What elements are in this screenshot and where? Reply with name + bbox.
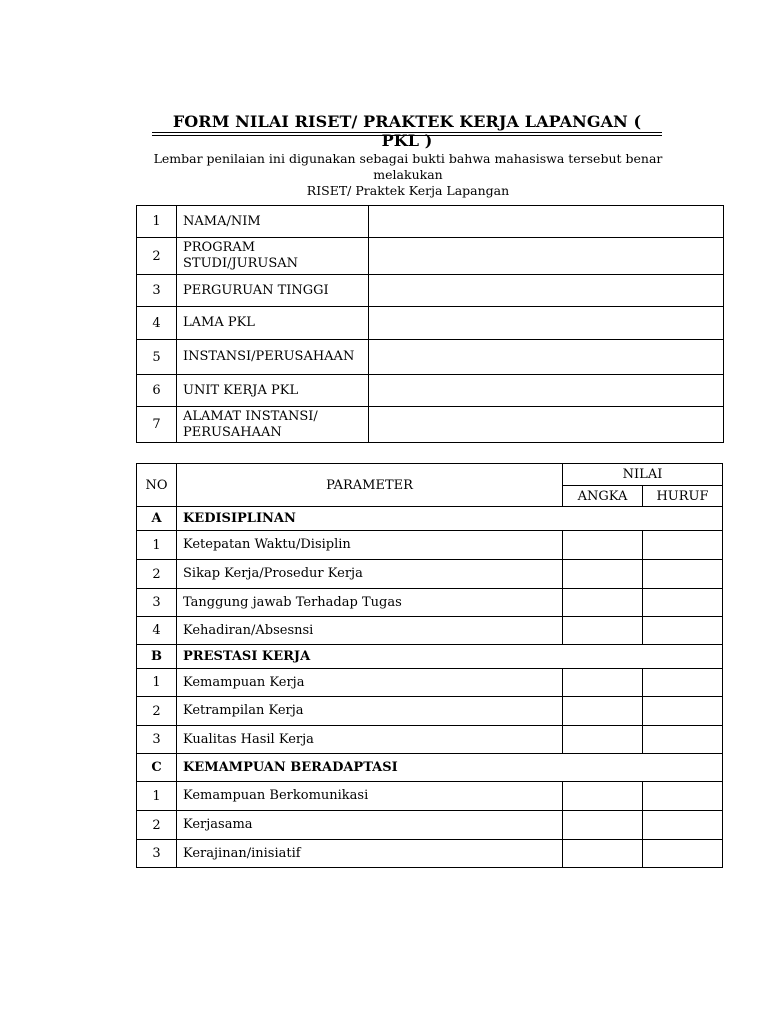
parameter-label: Kehadiran/Absesnsi [177, 617, 563, 645]
angka-score-field[interactable] [563, 811, 643, 840]
row-number: 3 [137, 589, 177, 617]
identity-row [137, 340, 724, 375]
identity-row [137, 307, 724, 340]
identity-label: INSTANSI/PERUSAHAAN [177, 340, 369, 375]
angka-score-field[interactable] [563, 782, 643, 811]
row-number: 5 [137, 340, 177, 375]
row-number: 7 [137, 407, 177, 443]
huruf-score-field[interactable] [643, 589, 723, 617]
header-no: NO [137, 464, 177, 507]
identity-value-field[interactable] [369, 275, 724, 307]
identity-table [136, 205, 724, 443]
section-code: C [137, 754, 177, 782]
parameter-label: Kerjasama [177, 811, 563, 840]
form-title: FORM NILAI RISET/ PRAKTEK KERJA LAPANGAN ( PKL ) [172, 112, 642, 150]
section-code: B [137, 645, 177, 669]
huruf-score-field[interactable] [643, 669, 723, 697]
identity-value-field[interactable] [369, 206, 724, 238]
huruf-score-field[interactable] [643, 617, 723, 645]
huruf-score-field[interactable] [643, 560, 723, 589]
table-row [137, 840, 723, 868]
parameter-label: Kerajinan/inisiatif [177, 840, 563, 868]
table-row [137, 589, 723, 617]
title-underline-double [152, 135, 662, 136]
row-number: 3 [137, 275, 177, 307]
identity-row [137, 238, 724, 275]
identity-label: PERGURUAN TINGGI [177, 275, 369, 307]
identity-value-field[interactable] [369, 238, 724, 275]
section-title: KEMAMPUAN BERADAPTASI [177, 754, 723, 782]
row-number: 1 [137, 669, 177, 697]
parameter-label: Kemampuan Berkomunikasi [177, 782, 563, 811]
angka-score-field[interactable] [563, 531, 643, 560]
parameter-label: Tanggung jawab Terhadap Tugas [177, 589, 563, 617]
parameter-label: Sikap Kerja/Prosedur Kerja [177, 560, 563, 589]
table-row [137, 697, 723, 726]
table-row [137, 531, 723, 560]
huruf-score-field[interactable] [643, 811, 723, 840]
row-number: 3 [137, 840, 177, 868]
huruf-score-field[interactable] [643, 697, 723, 726]
row-number: 2 [137, 811, 177, 840]
angka-score-field[interactable] [563, 560, 643, 589]
table-row [137, 669, 723, 697]
identity-label: LAMA PKL [177, 307, 369, 340]
identity-value-field[interactable] [369, 407, 724, 443]
identity-value-field[interactable] [369, 375, 724, 407]
huruf-score-field[interactable] [643, 782, 723, 811]
parameter-label: Kemampuan Kerja [177, 669, 563, 697]
header-angka: ANGKA [563, 486, 643, 507]
identity-row [137, 206, 724, 238]
angka-score-field[interactable] [563, 669, 643, 697]
section-row [137, 645, 723, 669]
table-row [137, 782, 723, 811]
row-number: 1 [137, 206, 177, 238]
section-row [137, 507, 723, 531]
identity-label: NAMA/NIM [177, 206, 369, 238]
identity-label: UNIT KERJA PKL [177, 375, 369, 407]
row-number: 4 [137, 307, 177, 340]
huruf-score-field[interactable] [643, 726, 723, 754]
header-huruf: HURUF [643, 486, 723, 507]
table-row [137, 811, 723, 840]
score-table [136, 463, 723, 868]
row-number: 1 [137, 782, 177, 811]
table-row [137, 726, 723, 754]
table-row [137, 560, 723, 589]
parameter-label: Ketepatan Waktu/Disiplin [177, 531, 563, 560]
row-number: 2 [137, 560, 177, 589]
parameter-label: Kualitas Hasil Kerja [177, 726, 563, 754]
table-row [137, 617, 723, 645]
row-number: 6 [137, 375, 177, 407]
parameter-label: Ketrampilan Kerja [177, 697, 563, 726]
angka-score-field[interactable] [563, 840, 643, 868]
intro-line-1: Lembar penilaian ini digunakan sebagai bukti bahwa mahasiswa tersebut benar melakukan [153, 151, 663, 182]
identity-label: ALAMAT INSTANSI/ PERUSAHAAN [177, 407, 369, 443]
header-nilai: NILAI [563, 464, 723, 486]
angka-score-field[interactable] [563, 589, 643, 617]
section-title: KEDISIPLINAN [177, 507, 723, 531]
row-number: 1 [137, 531, 177, 560]
title-underline [152, 132, 662, 133]
angka-score-field[interactable] [563, 697, 643, 726]
identity-row [137, 375, 724, 407]
row-number: 2 [137, 697, 177, 726]
row-number: 3 [137, 726, 177, 754]
row-number: 2 [137, 238, 177, 275]
identity-row [137, 275, 724, 307]
header-parameter: PARAMETER [177, 464, 563, 507]
huruf-score-field[interactable] [643, 840, 723, 868]
identity-row [137, 407, 724, 443]
huruf-score-field[interactable] [643, 531, 723, 560]
angka-score-field[interactable] [563, 617, 643, 645]
row-number: 4 [137, 617, 177, 645]
angka-score-field[interactable] [563, 726, 643, 754]
intro-text [136, 151, 680, 199]
identity-label: PROGRAM STUDI/JURUSAN [177, 238, 369, 275]
section-title: PRESTASI KERJA [177, 645, 723, 669]
identity-value-field[interactable] [369, 340, 724, 375]
intro-line-2: RISET/ Praktek Kerja Lapangan [306, 183, 510, 198]
section-code: A [137, 507, 177, 531]
header-row [137, 464, 723, 486]
section-row [137, 754, 723, 782]
identity-value-field[interactable] [369, 307, 724, 340]
